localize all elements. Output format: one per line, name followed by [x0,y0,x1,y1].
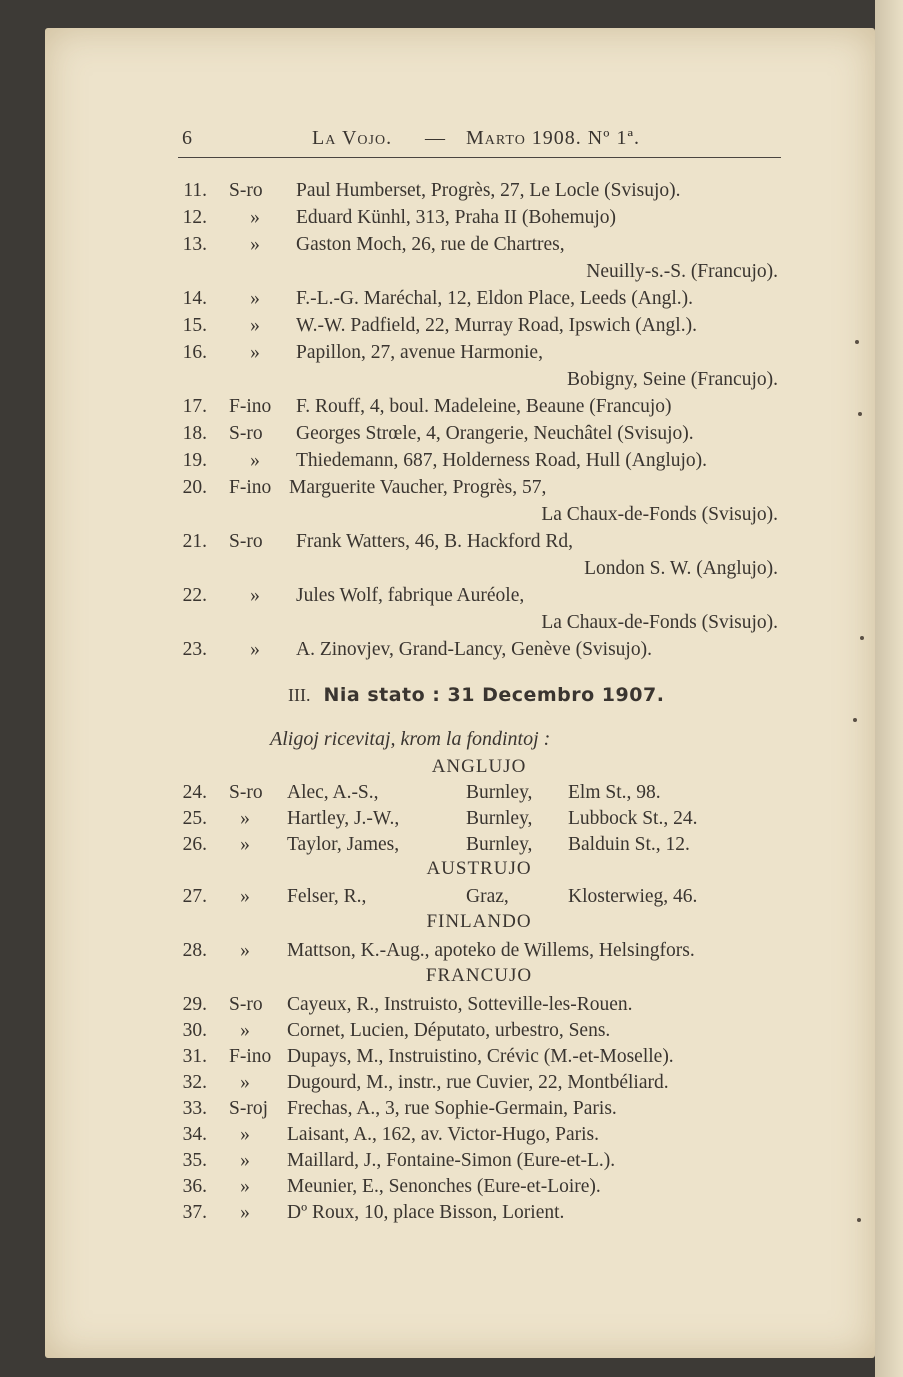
entry-number: 22. [182,585,207,606]
entry-row [0,1150,903,1176]
entry-number: 28. [182,940,207,961]
entry-number: 21. [182,531,207,552]
entry-number: 32. [182,1072,207,1093]
entry-title: » [240,1020,250,1041]
entry-text-line2: London S. W. (Anglujo). [584,558,778,579]
entry-continuation [0,558,903,584]
entry-number: 34. [182,1124,207,1145]
entry-text: Paul Humberset, Progrès, 27, Le Locle (Svisujo). [296,180,681,201]
entry-text: F. Rouff, 4, boul. Madeleine, Beaune (Francujo) [296,396,672,417]
entry-row [0,834,903,860]
entry-text-line2: La Chaux-de-Fonds (Svisujo). [541,612,778,633]
entry-text: Laisant, A., 162, av. Victor-Hugo, Paris. [287,1124,600,1145]
entry-row [0,1046,903,1072]
entry-name: Felser, R., [287,886,367,907]
entry-row [0,342,903,368]
entry-text: Dupays, M., Instruistino, Crévic (M.-et-Moselle). [287,1046,674,1067]
speck [853,718,857,722]
entry-title: S-ro [229,994,263,1015]
entry-continuation [0,369,903,395]
entry-number: 31. [182,1046,207,1067]
entry-row [0,288,903,314]
entry-title: S-ro [229,423,263,444]
entry-number: 36. [182,1176,207,1197]
entry-row [0,477,903,503]
journal-title: La Vojo. [312,127,393,149]
entry-title: » [250,315,260,336]
entry-row [0,940,903,966]
entry-title: F-ino [229,1046,272,1067]
entry-text: Cornet, Lucien, Députato, urbestro, Sens. [287,1020,611,1041]
entry-title: » [240,940,250,961]
entry-text: Jules Wolf, fabrique Auréole, [296,585,525,606]
country-heading: AUSTRUJO [426,858,532,879]
entry-number: 25. [182,808,207,829]
entry-text: Frank Watters, 46, B. Hackford Rd, [296,531,573,552]
entry-text: Gaston Moch, 26, rue de Chartres, [296,234,565,255]
section-title: Nia stato : 31 Decembro 1907. [323,684,665,706]
entry-row [0,808,903,834]
entry-address: Lubbock St., 24. [568,808,698,829]
entry-row [0,531,903,557]
entry-title: » [240,886,250,907]
entry-title: » [240,1202,250,1223]
entry-title: » [250,639,260,660]
entry-number: 27. [182,886,207,907]
entry-number: 17. [182,396,207,417]
entry-row [0,1098,903,1124]
entry-number: 13. [182,234,207,255]
entry-address: Elm St., 98. [568,782,661,803]
entry-text: Eduard Künhl, 313, Praha II (Bohemujo) [296,207,617,228]
entry-text: Frechas, A., 3, rue Sophie-Germain, Paris. [287,1098,617,1119]
entry-row [0,1202,903,1228]
entry-number: 11. [183,180,207,201]
entry-text-line2: Neuilly-s.-S. (Francujo). [586,261,778,282]
entry-row [0,423,903,449]
entry-number: 26. [182,834,207,855]
header-rule [178,157,781,158]
entry-number: 15. [182,315,207,336]
entry-row [0,1176,903,1202]
entry-title: » [250,234,260,255]
entry-title: F-ino [229,477,272,498]
entry-city: Burnley, [466,782,533,803]
entry-number: 33. [182,1098,207,1119]
entry-continuation [0,612,903,638]
issue-info: Marto 1908. Nº 1ª. [466,127,640,149]
entry-city: Burnley, [466,808,533,829]
entry-title: » [240,1124,250,1145]
page-number: 6 [182,127,193,149]
entry-text: F.-L.-G. Maréchal, 12, Eldon Place, Leeds (Angl.). [296,288,693,309]
entry-title: » [250,450,260,471]
entry-number: 12. [182,207,207,228]
entry-title: » [240,834,250,855]
entry-title: S-ro [229,180,263,201]
entry-text: Mattson, K.-Aug., apoteko de Willems, Helsingfors. [287,940,695,961]
entry-number: 16. [182,342,207,363]
entry-row [0,1020,903,1046]
entry-address: Balduin St., 12. [568,834,690,855]
speck [860,636,864,640]
country-heading: FINLANDO [426,911,532,932]
entry-title: » [240,808,250,829]
entry-row [0,207,903,233]
entry-text-line2: La Chaux-de-Fonds (Svisujo). [541,504,778,525]
entry-number: 29. [182,994,207,1015]
entry-text: Thiedemann, 687, Holderness Road, Hull (Anglujo). [296,450,708,471]
entry-continuation [0,504,903,530]
entry-row [0,1124,903,1150]
entry-title: » [240,1150,250,1171]
entry-title: S-roj [229,1098,268,1119]
entry-title: » [240,1072,250,1093]
entry-title: » [250,342,260,363]
entry-address: Klosterwieg, 46. [568,886,698,907]
speck [858,412,862,416]
entry-number: 24. [182,782,207,803]
entry-text-line2: Bobigny, Seine (Francujo). [566,369,778,390]
entry-text: Cayeux, R., Instruisto, Sotteville-les-Rouen. [287,994,633,1015]
entry-title: » [250,585,260,606]
entry-title: » [250,288,260,309]
entry-row [0,180,903,206]
entry-text: A. Zinovjev, Grand-Lancy, Genève (Svisujo). [296,639,652,660]
entry-title: F-ino [229,396,272,417]
entry-number: 30. [182,1020,207,1041]
section-heading [288,684,664,707]
entry-number: 23. [182,639,207,660]
section-subtitle: Aligoj ricevitaj, krom la fondintoj : [270,728,551,750]
entry-row [0,396,903,422]
entry-name: Alec, A.-S., [287,782,379,803]
entry-text: Papillon, 27, avenue Harmonie, [296,342,543,363]
entry-text: Georges Strœle, 4, Orangerie, Neuchâtel (Svisujo). [296,423,694,444]
entry-row [0,315,903,341]
entry-text: Meunier, E., Senonches (Eure-et-Loire). [287,1176,601,1197]
entry-row [0,886,903,912]
entry-name: Hartley, J.-W., [287,808,400,829]
entry-title: » [240,1176,250,1197]
entry-text: Maillard, J., Fontaine-Simon (Eure-et-L.). [287,1150,616,1171]
entry-number: 14. [182,288,207,309]
speck [855,340,859,344]
entry-city: Burnley, [466,834,533,855]
entry-title: » [250,207,260,228]
speck [857,1218,861,1222]
entry-row [0,234,903,260]
country-heading: ANGLUJO [431,756,527,777]
entry-title: S-ro [229,531,263,552]
entry-row [0,994,903,1020]
entry-number: 18. [182,423,207,444]
entry-row [0,639,903,665]
entry-number: 19. [182,450,207,471]
entry-text: W.-W. Padfield, 22, Murray Road, Ipswich (Angl.). [296,315,697,336]
entry-text: Dº Roux, 10, place Bisson, Lorient. [287,1202,565,1223]
entry-row [0,1072,903,1098]
entry-number: 20. [182,477,207,498]
entry-continuation [0,261,903,287]
entry-number: 37. [182,1202,207,1223]
entry-row [0,450,903,476]
entry-number: 35. [182,1150,207,1171]
section-roman: III. [288,685,311,705]
entry-name: Taylor, James, [287,834,400,855]
entry-title: S-ro [229,782,263,803]
country-heading: FRANCUJO [425,965,533,986]
entry-row [0,585,903,611]
entry-text: Dugourd, M., instr., rue Cuvier, 22, Montbéliard. [287,1072,669,1093]
entry-row [0,782,903,808]
header-dash: — [425,127,446,149]
entry-city: Graz, [466,886,509,907]
entry-text: Marguerite Vaucher, Progrès, 57, [289,477,547,498]
